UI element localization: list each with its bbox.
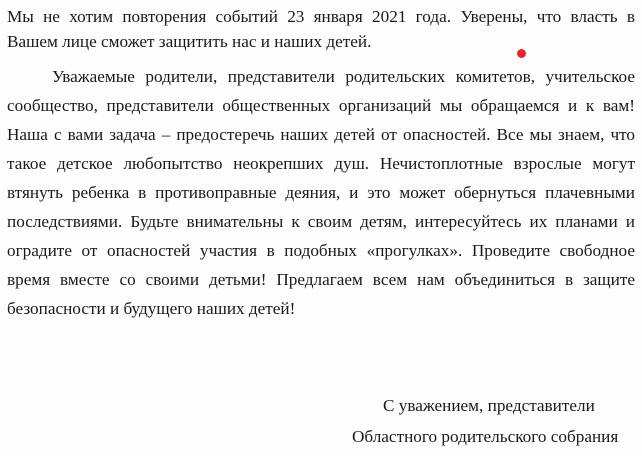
intro-line-1: Мы не хотим повторения событий 23 января 2021 года. Уверены, что власть в bbox=[7, 7, 635, 26]
signature-line-2: Областного родительского собрания bbox=[352, 427, 619, 446]
appeal-line-3: Наша с вами задача – предостеречь наших детей от опасностей. Все мы знаем, что bbox=[7, 125, 635, 144]
appeal-line-9: безопасности и будущего наших детей! bbox=[7, 299, 296, 318]
appeal-line-6: последствиями. Будьте внимательны к своим детям, интересуйтесь их планами и bbox=[7, 212, 635, 231]
appeal-line-2: сообщество, представители общественных организаций мы обращаемся и к вам! bbox=[7, 96, 635, 115]
appeal-line-7: оградите от опасностей участия в подобных «прогулках». Проведите свободное bbox=[7, 241, 635, 260]
appeal-line-1: Уважаемые родители, представители родительских комитетов, учительское bbox=[52, 67, 635, 86]
appeal-line-8: время вместе со своими детьми! Предлагаем всем нам объединиться в защите bbox=[7, 270, 635, 289]
signature-line-1: С уважением, представители bbox=[383, 396, 595, 415]
appeal-line-4: такое детское любопытство неокрепших душ. Нечистоплотные взрослые могут bbox=[7, 154, 635, 173]
red-dot-marker bbox=[517, 49, 526, 58]
intro-line-2: Вашем лице сможет защитить нас и наших детей. bbox=[7, 32, 372, 51]
appeal-line-5: втянуть ребенка в противоправные деяния, и это может обернуться плачевными bbox=[7, 183, 635, 202]
